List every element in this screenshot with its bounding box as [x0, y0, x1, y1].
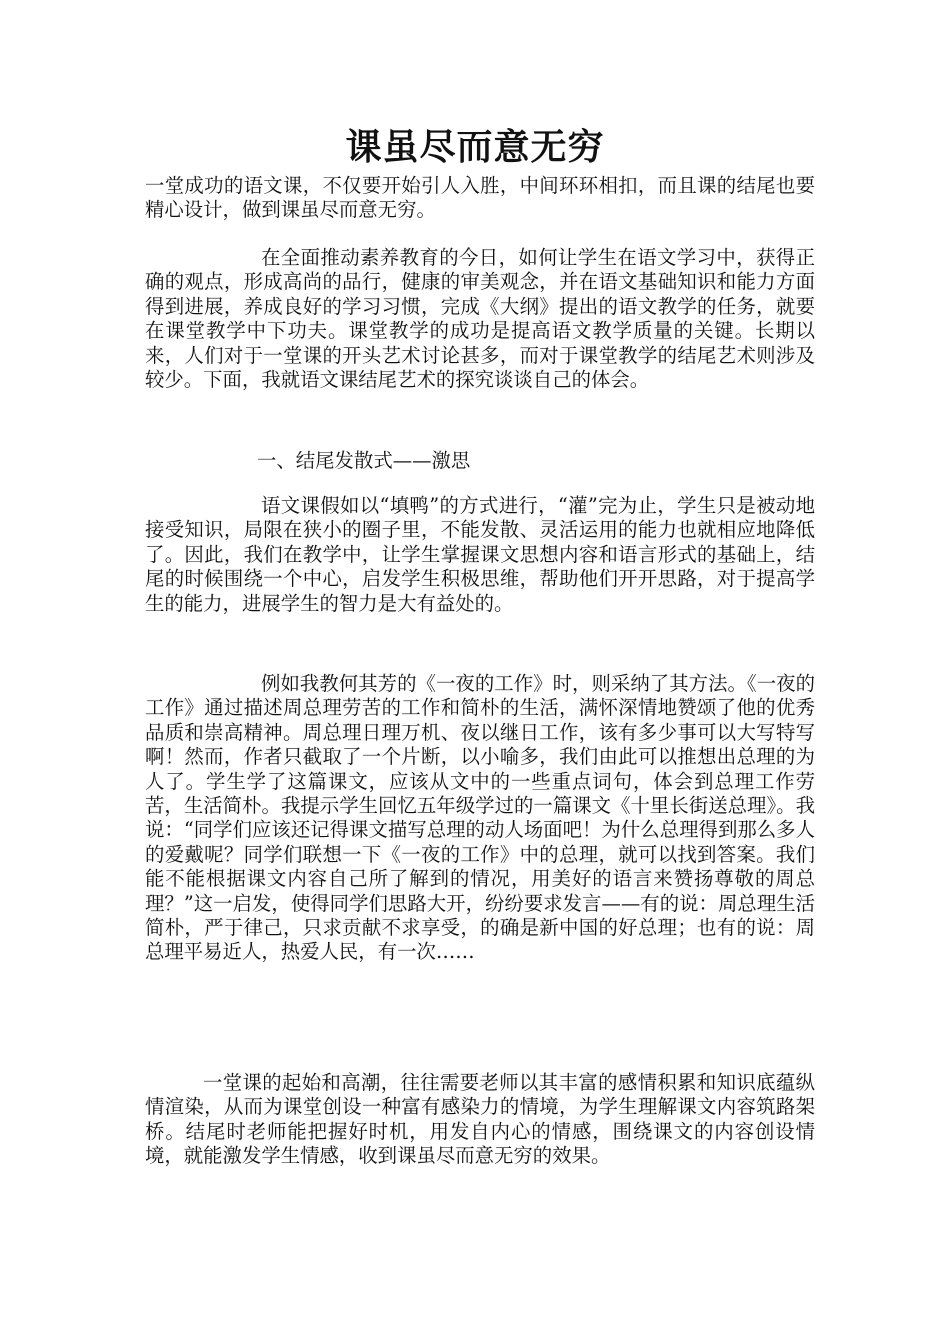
document-title: 课虽尽而意无穷	[345, 126, 605, 168]
closing-paragraph: 一堂课的起始和高潮，往往需要老师以其丰富的感情积累和知识底蕴纵情渲染，从而为课堂创设一种富有感染力的情境，为学生理解课文内容筑路架桥。结尾时老师能把握好时机，用发自内心的情感，围绕课文的内容创设情境，就能激发学生情感，收到课虽尽而意无穷的效果。	[145, 1071, 815, 1168]
section-body-paragraph: 语文课假如以“填鸭”的方式进行，“灌”完为止，学生只是被动地接受知识，局限在狭小的圈子里，不能发散、灵活运用的能力也就相应地降低了。因此，我们在教学中，让学生掌握课文思想内容和语言形式的基础上，结尾的时候围绕一个中心，启发学生积极思维，帮助他们开开思路，对于提高学生的能力，进展学生的智力是大有益处的。	[145, 494, 815, 615]
section-heading: 一、结尾发散式——激思	[257, 449, 471, 472]
intro-paragraph: 一堂成功的语文课，不仅要开始引人入胜，中间环环相扣，而且课的结尾也要精心设计，做到课虽尽而意无穷。	[145, 174, 815, 222]
background-paragraph: 在全面推动素养教育的今日，如何让学生在语文学习中，获得正确的观点，形成高尚的品行，健康的审美观念，并在语文基础知识和能力方面得到进展，养成良好的学习习惯，完成《大纲》提出的语文教学的任务，就要在课堂教学中下功夫。课堂教学的成功是提高语文教学质量的关键。长期以来，人们对于一堂课的开头艺术讨论甚多，而对于课堂教学的结尾艺术则涉及较少。下面，我就语文课结尾艺术的探究谈谈自己的体会。	[145, 246, 815, 392]
example-paragraph: 例如我教何其芳的《一夜的工作》时，则采纳了其方法。《一夜的工作》通过描述周总理劳苦的工作和简朴的生活，满怀深情地赞颂了他的优秀品质和崇高精神。周总理日理万机、夜以继日工作，该有多少事可以大写特写啊！然而，作者只截取了一个片断，以小喻多，我们由此可以推想出总理的为人了。学生学了这篇课文，应该从文中的一些重点词句，体会到总理工作劳苦，生活简朴。我提示学生回忆五年级学过的一篇课文《十里长街送总理》。我说：“同学们应该还记得课文描写总理的动人场面吧！为什么总理得到那么多人的爱戴呢？同学们联想一下《一夜的工作》中的总理，就可以找到答案。我们能不能根据课文内容自己所了解到的情况，用美好的语言来赞扬尊敬的周总理？”这一启发，使得同学们思路大开，纷纷要求发言——有的说：周总理生活简朴，严于律己，只求贡献不求享受，的确是新中国的好总理；也有的说：周总理平易近人，热爱人民，有一次……	[145, 672, 815, 964]
